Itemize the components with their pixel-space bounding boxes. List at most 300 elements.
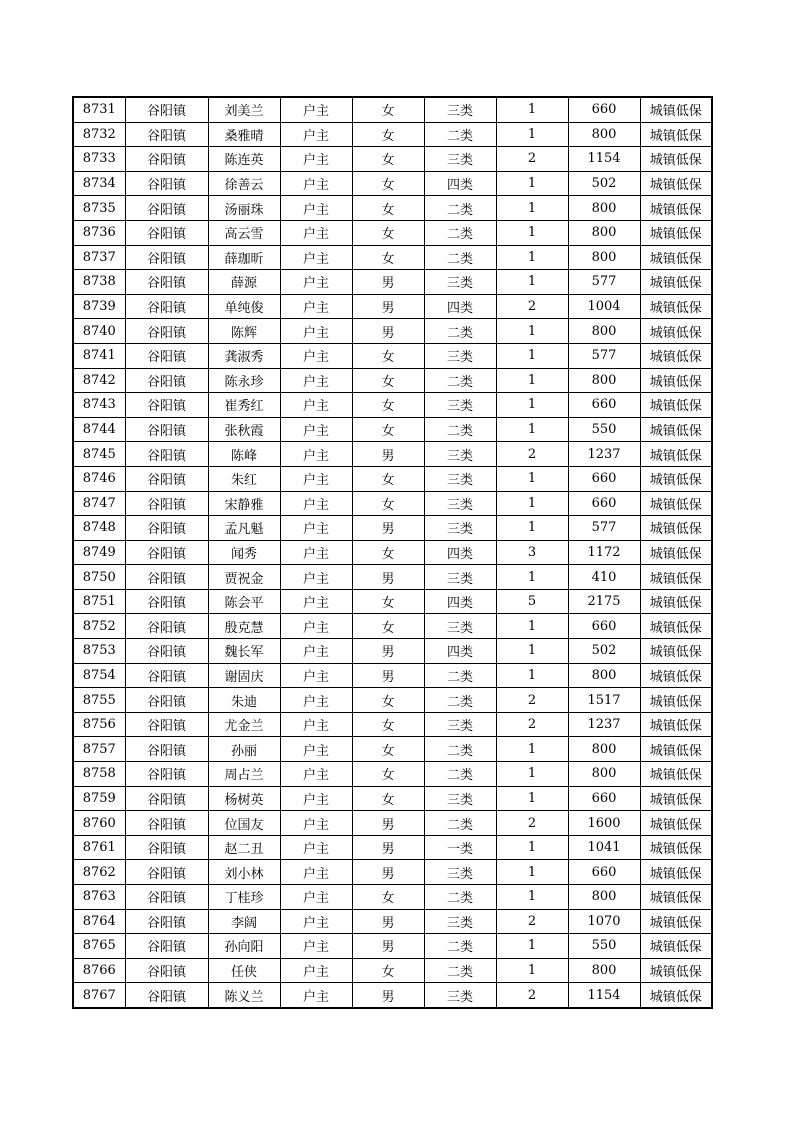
household-size-cell: 1 <box>496 171 568 196</box>
relation-cell: 户主 <box>280 663 352 688</box>
amount-cell: 2175 <box>568 589 640 614</box>
name-cell: 陈峰 <box>208 442 280 467</box>
town-cell: 谷阳镇 <box>125 196 208 221</box>
town-cell: 谷阳镇 <box>125 885 208 910</box>
town-cell: 谷阳镇 <box>125 811 208 836</box>
name-cell: 宋静雅 <box>208 491 280 516</box>
table-row <box>73 122 712 147</box>
name-cell: 薛源 <box>208 270 280 295</box>
table-row <box>73 737 712 762</box>
sex-cell: 男 <box>352 811 424 836</box>
household-size-cell: 1 <box>496 319 568 344</box>
category-cell: 一类 <box>424 835 496 860</box>
assistance-type-cell: 城镇低保 <box>640 294 712 319</box>
relation-cell: 户主 <box>280 294 352 319</box>
town-cell: 谷阳镇 <box>125 491 208 516</box>
household-size-cell: 1 <box>496 663 568 688</box>
town-cell: 谷阳镇 <box>125 614 208 639</box>
category-cell: 二类 <box>424 737 496 762</box>
name-cell: 陈连英 <box>208 147 280 172</box>
household-size-cell: 1 <box>496 368 568 393</box>
table-row <box>73 294 712 319</box>
record-id-cell: 8752 <box>73 614 125 639</box>
sex-cell: 女 <box>352 393 424 418</box>
sex-cell: 女 <box>352 885 424 910</box>
amount-cell: 800 <box>568 885 640 910</box>
table-row <box>73 220 712 245</box>
record-id-cell: 8740 <box>73 319 125 344</box>
category-cell: 二类 <box>424 319 496 344</box>
amount-cell: 1517 <box>568 688 640 713</box>
category-cell: 二类 <box>424 220 496 245</box>
table-row <box>73 97 712 122</box>
name-cell: 刘美兰 <box>208 97 280 122</box>
table-row <box>73 270 712 295</box>
record-id-cell: 8763 <box>73 885 125 910</box>
town-cell: 谷阳镇 <box>125 294 208 319</box>
name-cell: 孙向阳 <box>208 934 280 959</box>
assistance-type-cell: 城镇低保 <box>640 270 712 295</box>
household-size-cell: 1 <box>496 835 568 860</box>
town-cell: 谷阳镇 <box>125 147 208 172</box>
record-id-cell: 8759 <box>73 786 125 811</box>
name-cell: 殷克慧 <box>208 614 280 639</box>
name-cell: 孙丽 <box>208 737 280 762</box>
record-id-cell: 8762 <box>73 860 125 885</box>
sex-cell: 女 <box>352 712 424 737</box>
household-size-cell: 1 <box>496 958 568 983</box>
table-row <box>73 417 712 442</box>
table-row <box>73 860 712 885</box>
amount-cell: 660 <box>568 466 640 491</box>
sex-cell: 女 <box>352 589 424 614</box>
amount-cell: 502 <box>568 171 640 196</box>
record-id-cell: 8731 <box>73 97 125 122</box>
amount-cell: 800 <box>568 196 640 221</box>
town-cell: 谷阳镇 <box>125 663 208 688</box>
relation-cell: 户主 <box>280 245 352 270</box>
town-cell: 谷阳镇 <box>125 909 208 934</box>
table-row <box>73 516 712 541</box>
amount-cell: 577 <box>568 516 640 541</box>
table-row <box>73 589 712 614</box>
name-cell: 单纯俊 <box>208 294 280 319</box>
relation-cell: 户主 <box>280 688 352 713</box>
category-cell: 二类 <box>424 122 496 147</box>
name-cell: 周占兰 <box>208 762 280 787</box>
name-cell: 谢固庆 <box>208 663 280 688</box>
name-cell: 薛珈昕 <box>208 245 280 270</box>
name-cell: 丁桂珍 <box>208 885 280 910</box>
relation-cell: 户主 <box>280 639 352 664</box>
amount-cell: 1172 <box>568 540 640 565</box>
town-cell: 谷阳镇 <box>125 540 208 565</box>
category-cell: 三类 <box>424 270 496 295</box>
household-size-cell: 1 <box>496 466 568 491</box>
relation-cell: 户主 <box>280 171 352 196</box>
household-size-cell: 1 <box>496 245 568 270</box>
assistance-type-cell: 城镇低保 <box>640 540 712 565</box>
sex-cell: 女 <box>352 762 424 787</box>
relation-cell: 户主 <box>280 442 352 467</box>
name-cell: 高云雪 <box>208 220 280 245</box>
sex-cell: 女 <box>352 368 424 393</box>
assistance-type-cell: 城镇低保 <box>640 663 712 688</box>
relation-cell: 户主 <box>280 786 352 811</box>
amount-cell: 660 <box>568 491 640 516</box>
household-size-cell: 1 <box>496 614 568 639</box>
record-id-cell: 8745 <box>73 442 125 467</box>
town-cell: 谷阳镇 <box>125 712 208 737</box>
relation-cell: 户主 <box>280 220 352 245</box>
category-cell: 二类 <box>424 934 496 959</box>
relation-cell: 户主 <box>280 466 352 491</box>
relation-cell: 户主 <box>280 983 352 1008</box>
category-cell: 三类 <box>424 491 496 516</box>
record-id-cell: 8750 <box>73 565 125 590</box>
relation-cell: 户主 <box>280 270 352 295</box>
household-size-cell: 2 <box>496 147 568 172</box>
category-cell: 二类 <box>424 885 496 910</box>
name-cell: 任侠 <box>208 958 280 983</box>
relation-cell: 户主 <box>280 516 352 541</box>
record-id-cell: 8732 <box>73 122 125 147</box>
table-row <box>73 466 712 491</box>
category-cell: 四类 <box>424 639 496 664</box>
category-cell: 三类 <box>424 97 496 122</box>
household-size-cell: 2 <box>496 442 568 467</box>
household-size-cell: 2 <box>496 712 568 737</box>
relation-cell: 户主 <box>280 196 352 221</box>
amount-cell: 800 <box>568 762 640 787</box>
table-row <box>73 983 712 1008</box>
name-cell: 龚淑秀 <box>208 343 280 368</box>
record-id-cell: 8747 <box>73 491 125 516</box>
assistance-type-cell: 城镇低保 <box>640 343 712 368</box>
sex-cell: 女 <box>352 466 424 491</box>
record-id-cell: 8756 <box>73 712 125 737</box>
town-cell: 谷阳镇 <box>125 122 208 147</box>
name-cell: 朱红 <box>208 466 280 491</box>
amount-cell: 660 <box>568 97 640 122</box>
household-size-cell: 1 <box>496 639 568 664</box>
relation-cell: 户主 <box>280 958 352 983</box>
assistance-type-cell: 城镇低保 <box>640 516 712 541</box>
household-size-cell: 2 <box>496 983 568 1008</box>
assistance-type-cell: 城镇低保 <box>640 245 712 270</box>
category-cell: 二类 <box>424 196 496 221</box>
amount-cell: 660 <box>568 860 640 885</box>
amount-cell: 660 <box>568 614 640 639</box>
name-cell: 闻秀 <box>208 540 280 565</box>
sex-cell: 女 <box>352 491 424 516</box>
table-row <box>73 885 712 910</box>
amount-cell: 410 <box>568 565 640 590</box>
sex-cell: 女 <box>352 786 424 811</box>
assistance-type-cell: 城镇低保 <box>640 466 712 491</box>
name-cell: 陈会平 <box>208 589 280 614</box>
town-cell: 谷阳镇 <box>125 860 208 885</box>
household-size-cell: 1 <box>496 122 568 147</box>
sex-cell: 女 <box>352 614 424 639</box>
name-cell: 汤丽珠 <box>208 196 280 221</box>
sex-cell: 男 <box>352 909 424 934</box>
sex-cell: 女 <box>352 122 424 147</box>
town-cell: 谷阳镇 <box>125 343 208 368</box>
category-cell: 二类 <box>424 245 496 270</box>
assistance-type-cell: 城镇低保 <box>640 639 712 664</box>
record-id-cell: 8761 <box>73 835 125 860</box>
category-cell: 二类 <box>424 663 496 688</box>
sex-cell: 女 <box>352 417 424 442</box>
town-cell: 谷阳镇 <box>125 319 208 344</box>
relation-cell: 户主 <box>280 614 352 639</box>
name-cell: 李阔 <box>208 909 280 934</box>
table-row <box>73 811 712 836</box>
table-row <box>73 835 712 860</box>
name-cell: 魏长军 <box>208 639 280 664</box>
record-id-cell: 8760 <box>73 811 125 836</box>
relation-cell: 户主 <box>280 762 352 787</box>
amount-cell: 1004 <box>568 294 640 319</box>
assistance-type-cell: 城镇低保 <box>640 712 712 737</box>
amount-cell: 800 <box>568 122 640 147</box>
table-row <box>73 343 712 368</box>
category-cell: 三类 <box>424 343 496 368</box>
assistance-type-cell: 城镇低保 <box>640 934 712 959</box>
household-size-cell: 1 <box>496 762 568 787</box>
town-cell: 谷阳镇 <box>125 442 208 467</box>
assistance-type-cell: 城镇低保 <box>640 147 712 172</box>
record-id-cell: 8749 <box>73 540 125 565</box>
amount-cell: 1041 <box>568 835 640 860</box>
table-row <box>73 565 712 590</box>
name-cell: 刘小林 <box>208 860 280 885</box>
record-id-cell: 8766 <box>73 958 125 983</box>
household-size-cell: 3 <box>496 540 568 565</box>
amount-cell: 1154 <box>568 983 640 1008</box>
category-cell: 二类 <box>424 368 496 393</box>
record-id-cell: 8739 <box>73 294 125 319</box>
assistance-type-cell: 城镇低保 <box>640 958 712 983</box>
record-id-cell: 8764 <box>73 909 125 934</box>
town-cell: 谷阳镇 <box>125 934 208 959</box>
name-cell: 陈义兰 <box>208 983 280 1008</box>
category-cell: 四类 <box>424 171 496 196</box>
table-row <box>73 196 712 221</box>
table-row <box>73 688 712 713</box>
category-cell: 三类 <box>424 712 496 737</box>
household-size-cell: 1 <box>496 270 568 295</box>
amount-cell: 550 <box>568 934 640 959</box>
assistance-type-cell: 城镇低保 <box>640 491 712 516</box>
sex-cell: 女 <box>352 737 424 762</box>
record-id-cell: 8742 <box>73 368 125 393</box>
assistance-type-cell: 城镇低保 <box>640 811 712 836</box>
name-cell: 朱迪 <box>208 688 280 713</box>
household-size-cell: 1 <box>496 343 568 368</box>
amount-cell: 577 <box>568 270 640 295</box>
table-row <box>73 540 712 565</box>
town-cell: 谷阳镇 <box>125 417 208 442</box>
table-row <box>73 614 712 639</box>
relation-cell: 户主 <box>280 343 352 368</box>
assistance-type-cell: 城镇低保 <box>640 97 712 122</box>
relation-cell: 户主 <box>280 147 352 172</box>
assistance-type-cell: 城镇低保 <box>640 220 712 245</box>
table-row <box>73 442 712 467</box>
household-size-cell: 1 <box>496 934 568 959</box>
name-cell: 赵二丑 <box>208 835 280 860</box>
relation-cell: 户主 <box>280 368 352 393</box>
record-id-cell: 8757 <box>73 737 125 762</box>
amount-cell: 502 <box>568 639 640 664</box>
sex-cell: 女 <box>352 147 424 172</box>
record-id-cell: 8738 <box>73 270 125 295</box>
sex-cell: 男 <box>352 319 424 344</box>
assistance-type-cell: 城镇低保 <box>640 688 712 713</box>
town-cell: 谷阳镇 <box>125 737 208 762</box>
record-id-cell: 8743 <box>73 393 125 418</box>
assistance-type-cell: 城镇低保 <box>640 885 712 910</box>
household-size-cell: 2 <box>496 294 568 319</box>
assistance-type-cell: 城镇低保 <box>640 442 712 467</box>
sex-cell: 女 <box>352 958 424 983</box>
amount-cell: 1600 <box>568 811 640 836</box>
record-id-cell: 8758 <box>73 762 125 787</box>
town-cell: 谷阳镇 <box>125 270 208 295</box>
table-row <box>73 639 712 664</box>
category-cell: 二类 <box>424 811 496 836</box>
table-row <box>73 491 712 516</box>
relation-cell: 户主 <box>280 491 352 516</box>
town-cell: 谷阳镇 <box>125 589 208 614</box>
name-cell: 陈辉 <box>208 319 280 344</box>
town-cell: 谷阳镇 <box>125 368 208 393</box>
household-size-cell: 1 <box>496 393 568 418</box>
relation-cell: 户主 <box>280 319 352 344</box>
town-cell: 谷阳镇 <box>125 639 208 664</box>
sex-cell: 女 <box>352 688 424 713</box>
town-cell: 谷阳镇 <box>125 565 208 590</box>
name-cell: 尤金兰 <box>208 712 280 737</box>
category-cell: 二类 <box>424 958 496 983</box>
household-size-cell: 1 <box>496 196 568 221</box>
table-row <box>73 368 712 393</box>
sex-cell: 女 <box>352 540 424 565</box>
relation-cell: 户主 <box>280 712 352 737</box>
table-row <box>73 909 712 934</box>
category-cell: 三类 <box>424 786 496 811</box>
relation-cell: 户主 <box>280 860 352 885</box>
assistance-type-cell: 城镇低保 <box>640 983 712 1008</box>
category-cell: 三类 <box>424 983 496 1008</box>
category-cell: 二类 <box>424 688 496 713</box>
assistance-type-cell: 城镇低保 <box>640 589 712 614</box>
assistance-type-cell: 城镇低保 <box>640 417 712 442</box>
town-cell: 谷阳镇 <box>125 688 208 713</box>
amount-cell: 800 <box>568 663 640 688</box>
amount-cell: 800 <box>568 220 640 245</box>
table-row <box>73 786 712 811</box>
household-size-cell: 2 <box>496 688 568 713</box>
record-id-cell: 8755 <box>73 688 125 713</box>
record-id-cell: 8737 <box>73 245 125 270</box>
relation-cell: 户主 <box>280 417 352 442</box>
relation-cell: 户主 <box>280 565 352 590</box>
amount-cell: 800 <box>568 368 640 393</box>
household-size-cell: 1 <box>496 491 568 516</box>
assistance-type-cell: 城镇低保 <box>640 909 712 934</box>
amount-cell: 800 <box>568 958 640 983</box>
town-cell: 谷阳镇 <box>125 786 208 811</box>
record-id-cell: 8746 <box>73 466 125 491</box>
table-row <box>73 663 712 688</box>
household-size-cell: 2 <box>496 811 568 836</box>
record-id-cell: 8734 <box>73 171 125 196</box>
relation-cell: 户主 <box>280 885 352 910</box>
household-size-cell: 1 <box>496 565 568 590</box>
record-id-cell: 8765 <box>73 934 125 959</box>
sex-cell: 男 <box>352 934 424 959</box>
sex-cell: 女 <box>352 171 424 196</box>
category-cell: 三类 <box>424 909 496 934</box>
category-cell: 四类 <box>424 540 496 565</box>
amount-cell: 1070 <box>568 909 640 934</box>
name-cell: 张秋霞 <box>208 417 280 442</box>
category-cell: 三类 <box>424 614 496 639</box>
sex-cell: 男 <box>352 860 424 885</box>
amount-cell: 800 <box>568 737 640 762</box>
assistance-type-cell: 城镇低保 <box>640 171 712 196</box>
name-cell: 徐善云 <box>208 171 280 196</box>
table-row <box>73 147 712 172</box>
category-cell: 三类 <box>424 442 496 467</box>
sex-cell: 女 <box>352 343 424 368</box>
category-cell: 四类 <box>424 294 496 319</box>
household-size-cell: 1 <box>496 786 568 811</box>
town-cell: 谷阳镇 <box>125 245 208 270</box>
record-id-cell: 8733 <box>73 147 125 172</box>
household-size-cell: 2 <box>496 909 568 934</box>
name-cell: 崔秀红 <box>208 393 280 418</box>
roster-table <box>72 96 713 1009</box>
table-row <box>73 934 712 959</box>
category-cell: 三类 <box>424 147 496 172</box>
table-row <box>73 171 712 196</box>
sex-cell: 女 <box>352 196 424 221</box>
record-id-cell: 8753 <box>73 639 125 664</box>
relation-cell: 户主 <box>280 97 352 122</box>
amount-cell: 800 <box>568 319 640 344</box>
town-cell: 谷阳镇 <box>125 983 208 1008</box>
town-cell: 谷阳镇 <box>125 171 208 196</box>
record-id-cell: 8754 <box>73 663 125 688</box>
sex-cell: 男 <box>352 835 424 860</box>
table-row <box>73 319 712 344</box>
town-cell: 谷阳镇 <box>125 393 208 418</box>
name-cell: 杨树英 <box>208 786 280 811</box>
category-cell: 三类 <box>424 516 496 541</box>
assistance-type-cell: 城镇低保 <box>640 196 712 221</box>
assistance-type-cell: 城镇低保 <box>640 565 712 590</box>
amount-cell: 550 <box>568 417 640 442</box>
amount-cell: 1154 <box>568 147 640 172</box>
household-size-cell: 1 <box>496 737 568 762</box>
record-id-cell: 8767 <box>73 983 125 1008</box>
table-row <box>73 762 712 787</box>
town-cell: 谷阳镇 <box>125 958 208 983</box>
